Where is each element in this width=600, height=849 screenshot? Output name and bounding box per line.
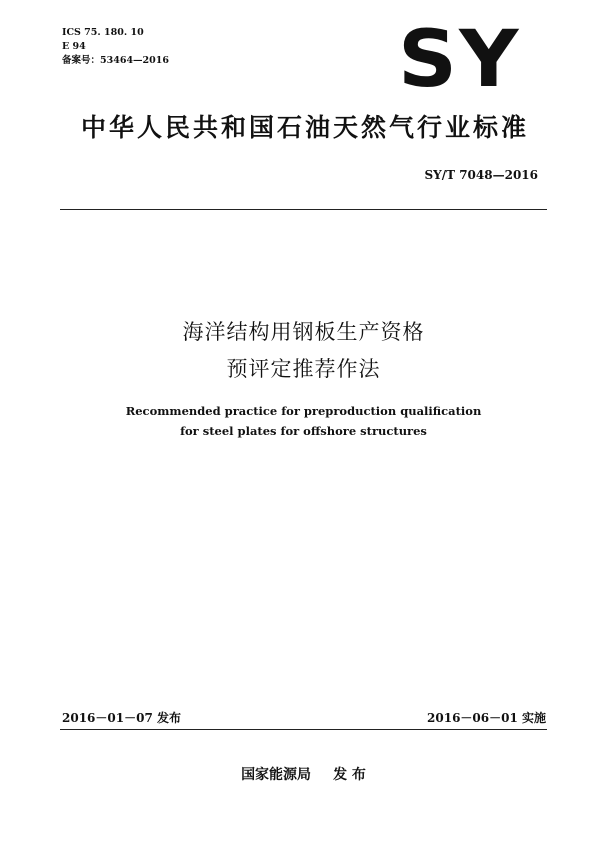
implementation-date: 2016－06－01 实施 — [427, 711, 546, 725]
record-number: 备案号：53464—2016 — [62, 55, 169, 66]
sy-logo: SY — [398, 15, 521, 105]
document-title-zh-line1: 海洋结构用钢板生产资格 — [182, 320, 425, 344]
document-title-en-line2: for steel plates for offshore structures — [180, 424, 427, 438]
issuer-action: 发 布 — [333, 767, 366, 783]
ccs-code: E 94 — [62, 41, 86, 52]
ics-code: ICS 75. 180. 10 — [62, 27, 144, 38]
issuer-name: 国家能源局 — [241, 767, 312, 783]
top-divider — [60, 209, 547, 210]
standard-title: 中华人民共和国石油天然气行业标准 — [80, 113, 529, 142]
issuer — [60, 764, 547, 784]
issue-date: 2016－01－07 发布 — [62, 711, 181, 725]
bottom-divider — [60, 729, 547, 730]
document-title-en-line1: Recommended practice for preproduction qualification — [125, 404, 482, 418]
standard-number: SY/T 7048—2016 — [424, 168, 538, 182]
document-metadata — [62, 26, 169, 68]
document-title-zh-line2: 预评定推荐作法 — [226, 357, 381, 381]
